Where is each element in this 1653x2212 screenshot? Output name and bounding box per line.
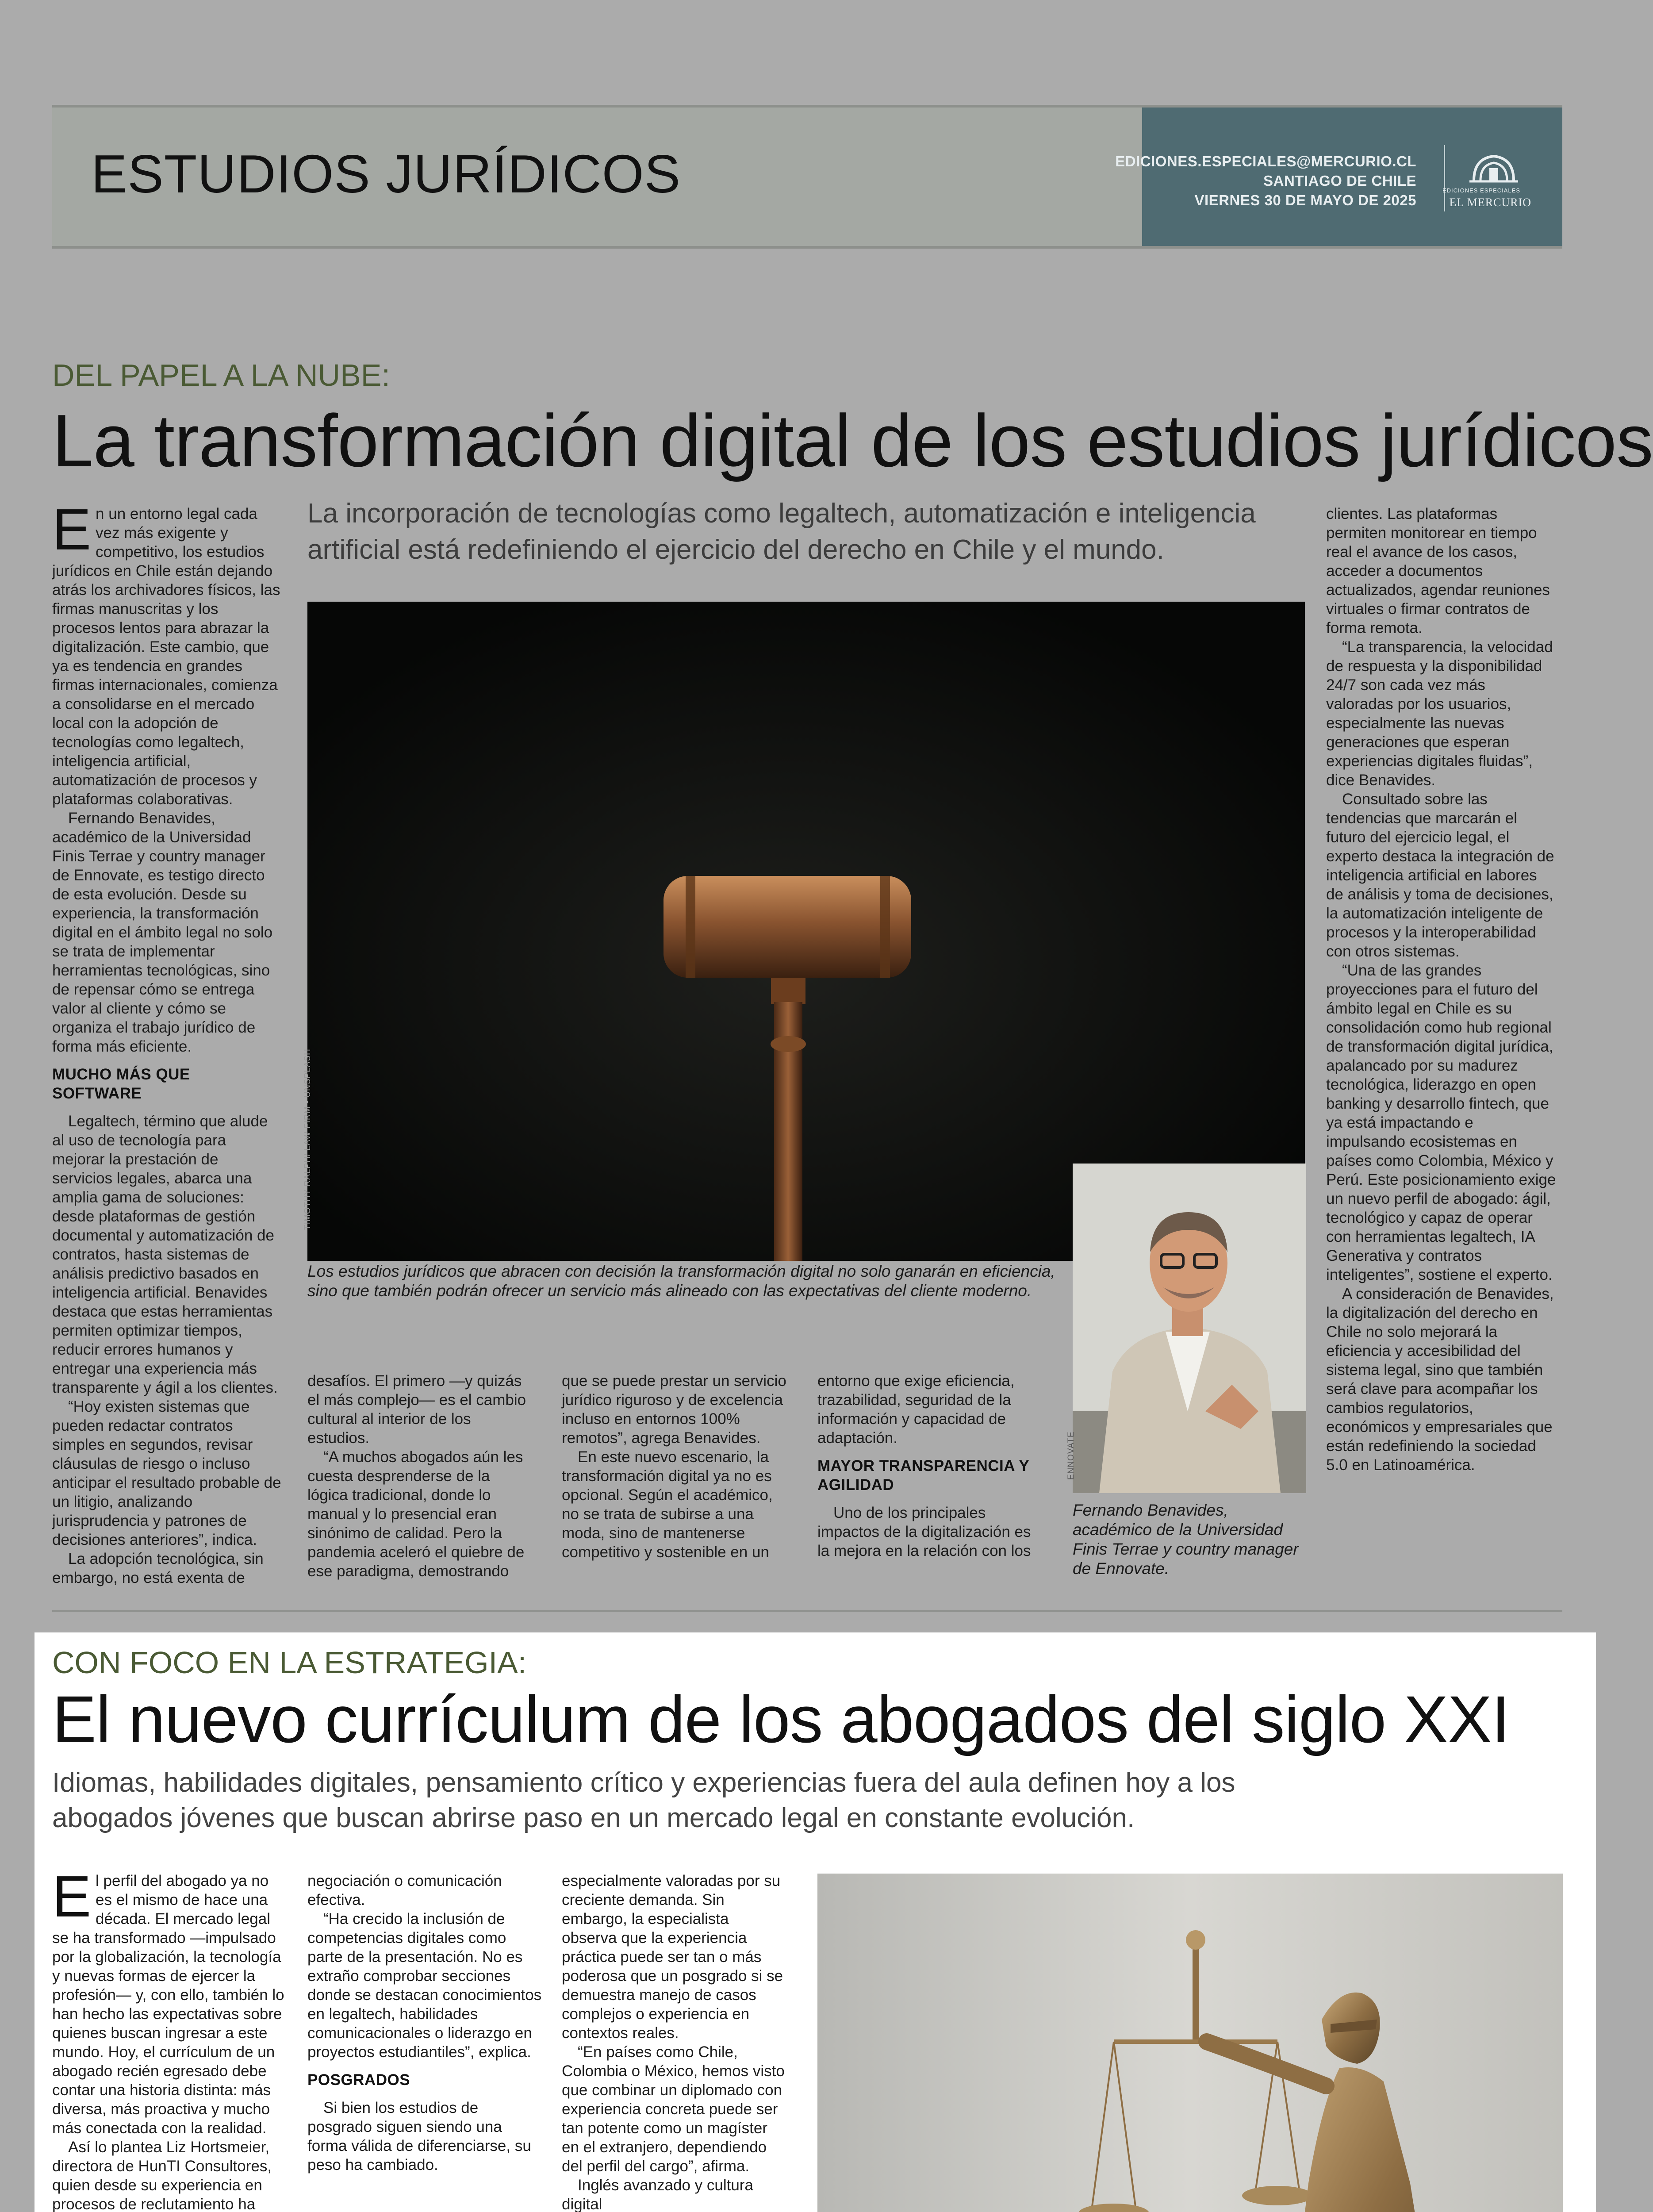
paragraph: l perfil del abogado ya no es el mismo de hace una década. El mercado legal se ha transformado —impulsado por la globalización, la tecnología y nuevas formas de ejercer la profesión— y, con ello, también lo han hecho las expectativas sobre quienes buscan ingresar a este mundo. Hoy, el currículum de un abogado recién egresado debe contar una historia distinta: más diversa, más proactiva y mucho más conectada con la realidad. xyxy=(52,1872,284,2137)
article1-column-2 xyxy=(307,1371,531,1581)
paragraph: clientes. Las plataformas permiten monitorear en tiempo real el avance de los casos, acceder a documentos actualizados, agendar reuniones virtuales o firmar contratos de forma remota. xyxy=(1326,505,1550,637)
paragraph: Legaltech, término que alude al uso de tecnología para mejorar la prestación de servicios legales, abarca una amplia gama de soluciones: desde plataformas de gestión documental y automatización de contratos, hasta sistemas de análisis predictivo basados en inteligencia artificial. Benavides destaca que estas herramientas permiten optimizar tiempos, reducir errores humanos y entregar una experiencia más transparente y ágil a los clientes. xyxy=(52,1113,278,1396)
paragraph: entorno que exige eficiencia, trazabilidad, seguridad de la información y capacidad de adaptación. xyxy=(817,1372,1015,1447)
article2-column-1 xyxy=(52,1864,284,2212)
subheading: MAYOR TRANSPARENCIA Y AGILIDAD xyxy=(817,1457,1029,1494)
subheading: MUCHO MÁS QUE SOFTWARE xyxy=(52,1066,190,1102)
portrait-image xyxy=(1073,1164,1306,1493)
photo-credit: TIMOTHY RALPH/ LAW FIRM - UNSPLASH xyxy=(303,1048,312,1230)
dropcap: E xyxy=(52,497,92,562)
article2-column-2 xyxy=(307,1871,542,2174)
paragraph: “Ha crecido la inclusión de competencias digitales como parte de la presentación. No es extraño comprobar secciones donde se destacan conocimientos en legaltech, habilidades comunicacionales o liderazgo en proyectos estudiantiles”, explica. xyxy=(307,1910,542,2061)
page-header xyxy=(52,105,1562,249)
dropcap: E xyxy=(52,1864,92,1929)
article2-deck: Idiomas, habilidades digitales, pensamiento crítico y experiencias fuera del aula definen hoy a los abogados jóvenes que buscan abrirse paso en un mercado legal en constante evolución. xyxy=(52,1767,1235,1833)
paragraph: “En países como Chile, Colombia o México, hemos visto que combinar un diplomado con experiencia concreta puede ser tan potente como un magíster en el extranjero, dependiendo del perfil del cargo”, afirma. xyxy=(562,2043,785,2175)
city: SANTIAGO DE CHILE xyxy=(1263,173,1416,189)
publisher-box xyxy=(1115,108,1562,246)
paragraph: Inglés avanzado y cultura digital xyxy=(562,2177,753,2212)
article1-kicker: DEL PAPEL A LA NUBE: xyxy=(52,358,390,392)
lady-justice-photo xyxy=(817,1874,1563,2212)
photo-credit: ENNOVATE xyxy=(1066,1431,1076,1480)
paragraph: n un entorno legal cada vez más exigente y competitivo, los estudios jurídicos en Chile están dejando atrás los archivadores físicos, las firmas manuscritas y los procesos lentos para abrazar la digitalización. Este cambio, que ya es tendencia en grandes firmas internacionales, comienza a consolidarse en el mercado local con la adopción de tecnologías como legaltech, inteligencia artificial, automatización de procesos y plataformas colaborativas. xyxy=(52,505,280,808)
publisher-small-label: EDICIONES ESPECIALES xyxy=(1442,187,1520,194)
el-mercurio-logo-icon xyxy=(1465,150,1523,189)
section-divider xyxy=(52,1610,1562,1612)
contact-email[interactable]: EDICIONES.ESPECIALES@MERCURIO.CL xyxy=(1115,153,1416,169)
divider xyxy=(1444,145,1445,211)
paragraph: En este nuevo escenario, la transformación digital ya no es opcional. Según el académico, no se trata de subirse a una moda, sino de mantenerse competitivo y sostenible en un xyxy=(562,1448,773,1561)
paragraph: La adopción tecnológica, sin embargo, no está exenta de xyxy=(52,1550,264,1586)
paragraph: “A muchos abogados aún les cuesta desprenderse de la lógica tradicional, donde lo manual y lo presencial eran sinónimo de calidad. Pero la pandemia aceleró el quiebre de ese paradigma, demostrando xyxy=(307,1448,525,1580)
section-title: ESTUDIOS JURÍDICOS xyxy=(91,144,681,204)
paragraph: “Una de las grandes proyecciones para el futuro del ámbito legal en Chile es su consolidación como hub regional de transformación digital jurídica, apalancado por su madurez tecnológica, liderazgo en open banking y desarrollo fintech, que ya está impactando e impulsando ecosistemas en países como Colombia, México y Perú. Este posicionamiento exige un nuevo perfil de abogado: ágil, tecnológico y capaz de operar con herramientas legaltech, IA Generativa y contratos inteligentes”, sostiene el experto. xyxy=(1326,962,1556,1283)
paragraph: “Hoy existen sistemas que pueden redactar contratos simples en segundos, revisar cláusulas de riesgo o incluso anticipar el resultado probable de un litigio, analizando jurisprudencia y patrones de decisiones anteriores”, indica. xyxy=(52,1398,281,1548)
benavides-portrait xyxy=(1066,1164,1306,1493)
paragraph: Fernando Benavides, académico de la Universidad Finis Terrae y country manager de Ennovate, es testigo directo de esta evolución. Desde su experiencia, la transformación digital en el ámbito legal no solo se trata de implementar herramientas tecnológicas, sino de repensar cómo se entrega valor al cliente y cómo se organiza el trabajo jurídico de forma más eficiente. xyxy=(52,810,273,1055)
paragraph: especialmente valoradas por su creciente demanda. Sin embargo, la especialista observa que la experiencia práctica puede ser tan o más poderosa que un posgrado si se demuestra manejo de casos complejos o experiencia en contextos reales. xyxy=(562,1872,783,2042)
article1-column-4 xyxy=(817,1371,1043,1560)
paragraph: A consideración de Benavides, la digitalización del derecho en Chile no solo mejorará la eficiencia y accesibilidad del sistema legal, sino que también será clave para acompañar los cambios regulatorios, económicos y empresariales que están redefiniendo la sociedad 5.0 en Latinoamérica. xyxy=(1326,1285,1554,1474)
portrait-caption: Fernando Benavides, académico de la Universidad Finis Terrae y country manager de Ennovate. xyxy=(1073,1501,1299,1578)
paragraph: Si bien los estudios de posgrado siguen siendo una forma válida de diferenciarse, su peso ha cambiado. xyxy=(307,2099,531,2174)
publisher-name: EL MERCURIO xyxy=(1449,196,1531,209)
article1-headline: La transformación digital de los estudios jurídicos xyxy=(52,399,1653,482)
photo-caption: Los estudios jurídicos que abracen con decisión la transformación digital no solo ganarán en eficiencia, sino que también podrán ofrecer un servicio más alineado con las expectativas del cliente moderno. xyxy=(307,1262,1055,1300)
gavel-photo xyxy=(303,602,1305,1261)
paragraph: desafíos. El primero —y quizás el más complejo— es el cambio cultural al interior de los estudios. xyxy=(307,1372,526,1447)
edition-date: VIERNES 30 DE MAYO DE 2025 xyxy=(1194,192,1416,208)
paragraph: Así lo plantea Liz Hortsmeier, directora de HunTI Consultores, quien desde su experiencia en procesos de reclutamiento ha xyxy=(52,2139,272,2212)
paragraph: Uno de los principales impactos de la digitalización es la mejora en la relación con los xyxy=(817,1504,1031,1559)
article1-column-1 xyxy=(52,497,282,1587)
paragraph: Consultado sobre las tendencias que marcarán el futuro del ejercicio legal, el experto destaca la integración de inteligencia artificial en labores de análisis y toma de decisiones, la automatización inteligente de procesos y la interoperabilidad con otros sistemas. xyxy=(1326,791,1554,960)
gavel-image xyxy=(307,602,1305,1261)
subheading: POSGRADOS xyxy=(307,2071,410,2089)
article1-column-5 xyxy=(1326,504,1556,1475)
article2-column-3 xyxy=(562,1871,787,2212)
paragraph: negociación o comunicación efectiva. xyxy=(307,1872,502,1909)
paragraph: “La transparencia, la velocidad de respuesta y la disponibilidad 24/7 son cada vez más valoradas por los usuarios, especialmente las nuevas generaciones que esperan experiencias digitales fluidas”, dice Benavides. xyxy=(1326,638,1553,789)
article1-column-3 xyxy=(562,1371,787,1562)
lady-justice-image xyxy=(817,1874,1563,2212)
article2-headline: El nuevo currículum de los abogados del siglo XXI xyxy=(52,1682,1510,1756)
publisher-info xyxy=(1115,152,1416,210)
article1-deck: La incorporación de tecnologías como legaltech, automatización e inteligencia artificial está redefiniendo el ejercicio del derecho en Chile y el mundo. xyxy=(307,498,1256,565)
paragraph: que se puede prestar un servicio jurídico riguroso y de excelencia incluso en entornos 100% remotos”, agrega Benavides. xyxy=(562,1372,786,1447)
article2-kicker: CON FOCO EN LA ESTRATEGIA: xyxy=(52,1645,527,1680)
